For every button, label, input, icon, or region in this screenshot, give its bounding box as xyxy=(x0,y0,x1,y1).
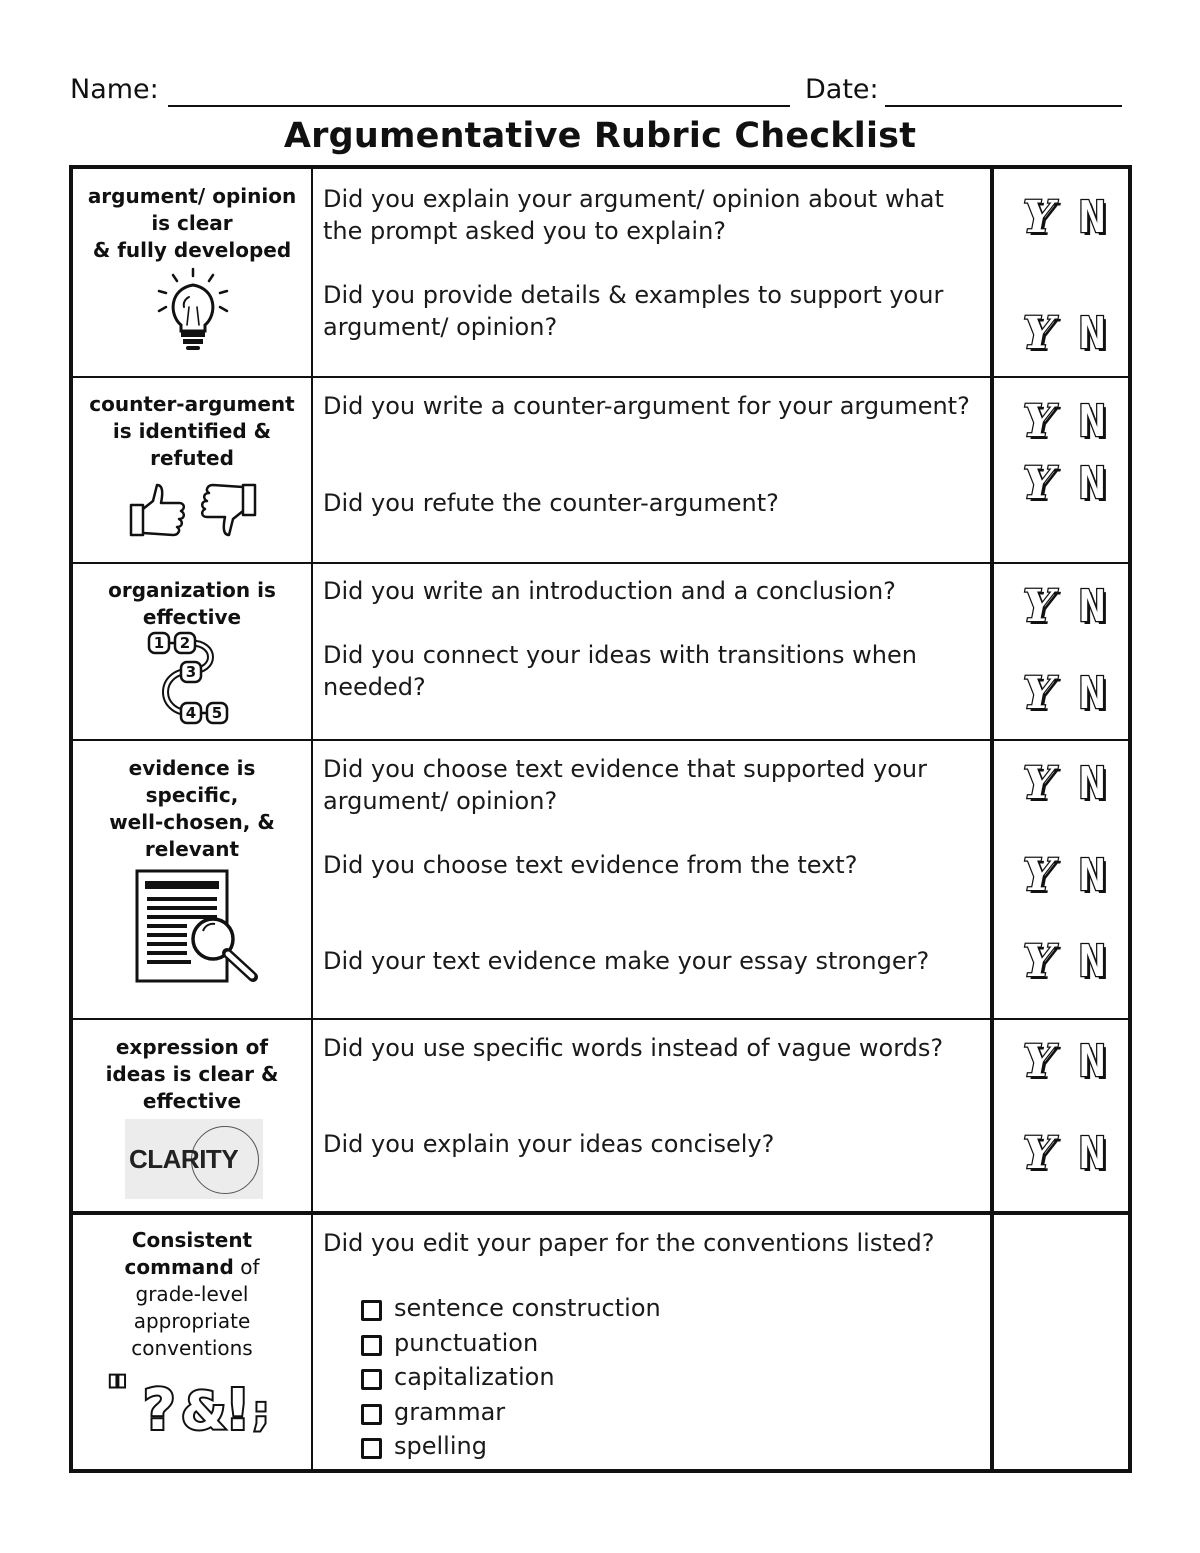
path-number: 2 xyxy=(179,634,191,652)
path-number: 1 xyxy=(153,634,165,652)
question-text: Did you edit your paper for the conventions listed? xyxy=(323,1229,935,1257)
question-text: Did you write a counter-argument for your argument? xyxy=(323,392,970,420)
yes-no-choice xyxy=(1023,582,1133,632)
criterion-line: well-chosen, & xyxy=(109,810,275,834)
rubric-table xyxy=(69,165,1132,1473)
yes-no-choice xyxy=(1023,1037,1133,1087)
no-option[interactable]: N xyxy=(1079,1128,1106,1179)
criterion-conventions xyxy=(73,1215,311,1362)
criterion-line: is identified & xyxy=(112,419,272,443)
criterion-line: Consistent xyxy=(131,1228,253,1252)
punctuation-mark: ? xyxy=(143,1378,176,1439)
checklist-label: capitalization xyxy=(394,1363,555,1391)
yes-option[interactable]: Y xyxy=(1023,668,1055,719)
criterion-expression xyxy=(73,1020,311,1115)
checklist-label: punctuation xyxy=(394,1328,539,1357)
criterion-line: effective xyxy=(142,1089,242,1113)
criterion-counter-argument xyxy=(73,377,311,472)
page-title: Argumentative Rubric Checklist xyxy=(283,116,917,156)
checkbox[interactable] xyxy=(361,1404,382,1425)
criterion-line: relevant xyxy=(144,837,240,861)
document-magnifier-icon xyxy=(135,869,261,985)
criterion-line: specific, xyxy=(145,783,239,807)
punctuation-mark: ! xyxy=(225,1378,251,1439)
no-option[interactable]: N xyxy=(1079,668,1106,719)
yes-no-choice xyxy=(1023,193,1133,243)
checkbox[interactable] xyxy=(361,1438,382,1459)
criterion-line: refuted xyxy=(150,446,234,470)
clarity-logo-text: CLARITY xyxy=(129,1144,239,1174)
criterion-line: appropriate xyxy=(133,1309,251,1333)
date-input-line[interactable] xyxy=(885,105,1122,107)
criterion-line: & fully developed xyxy=(92,238,292,262)
punctuation-mark: & xyxy=(181,1382,227,1439)
no-option[interactable]: N xyxy=(1079,458,1106,509)
checkbox[interactable] xyxy=(361,1335,382,1356)
question-text: Did you refute the counter-argument? xyxy=(323,489,779,517)
criterion-line: is clear xyxy=(151,211,233,235)
checklist-label: spelling xyxy=(394,1432,487,1460)
no-option[interactable]: N xyxy=(1079,758,1106,809)
punctuation-mark: ; xyxy=(253,1389,269,1435)
no-option[interactable]: N xyxy=(1079,1036,1106,1087)
conventions-checklist xyxy=(361,1291,861,1464)
name-input-line[interactable] xyxy=(168,105,790,107)
name-date-line xyxy=(70,72,1122,112)
criterion-line: of xyxy=(233,1255,260,1279)
criterion-line: evidence is xyxy=(128,756,256,780)
punctuation-marks-icon xyxy=(105,1369,285,1439)
yes-option[interactable]: Y xyxy=(1023,936,1055,987)
no-option[interactable]: N xyxy=(1079,192,1106,243)
name-label: Name: xyxy=(70,74,159,105)
criterion-line: ideas is clear & xyxy=(105,1062,279,1086)
column-divider xyxy=(990,169,994,1469)
no-option[interactable]: N xyxy=(1079,581,1106,632)
no-option[interactable]: N xyxy=(1079,850,1106,901)
checklist-label: sentence construction xyxy=(394,1294,661,1322)
yes-no-choice xyxy=(1023,669,1133,719)
yes-option[interactable]: Y xyxy=(1023,192,1055,243)
yes-option[interactable]: Y xyxy=(1023,1036,1055,1087)
yes-option[interactable]: Y xyxy=(1023,396,1055,447)
yes-no-choice xyxy=(1023,397,1133,447)
thumbs-up-down-icon xyxy=(129,481,257,539)
criterion-line: expression of xyxy=(115,1035,269,1059)
yes-option[interactable]: Y xyxy=(1023,1128,1055,1179)
criterion-line: counter-argument xyxy=(89,392,295,416)
question-text: Did your text evidence make your essay stronger? xyxy=(323,947,930,975)
yes-no-choice xyxy=(1023,937,1133,987)
clarity-logo xyxy=(125,1119,263,1199)
question-text: Did you use specific words instead of vague words? xyxy=(323,1034,944,1062)
criterion-argument xyxy=(73,169,311,264)
path-number: 4 xyxy=(185,704,197,722)
checklist-label: grammar xyxy=(394,1397,506,1426)
path-number: 5 xyxy=(211,704,223,722)
yes-no-choice xyxy=(1023,1129,1133,1179)
lightbulb-icon xyxy=(155,267,231,353)
checklist-item[interactable] xyxy=(361,1360,861,1395)
no-option[interactable]: N xyxy=(1079,396,1106,447)
yes-no-choice xyxy=(1023,459,1133,509)
yes-no-choice xyxy=(1023,851,1133,901)
punctuation-mark: " xyxy=(107,1369,128,1415)
criterion-line: organization is xyxy=(108,578,276,602)
question-text: Did you connect your ideas with transitions when needed? xyxy=(323,641,917,701)
date-label: Date: xyxy=(805,74,879,105)
path-number: 3 xyxy=(185,663,197,681)
numbered-path-icon xyxy=(147,631,243,727)
checklist-item[interactable] xyxy=(361,1395,861,1430)
question-text: Did you write an introduction and a conclusion? xyxy=(323,577,896,605)
criterion-line: effective xyxy=(142,605,242,629)
question-text: Did you choose text evidence that supported your argument/ opinion? xyxy=(323,755,927,815)
question-text: Did you provide details & examples to support your argument/ opinion? xyxy=(323,281,944,341)
yes-option[interactable]: Y xyxy=(1023,850,1055,901)
criterion-line: command xyxy=(124,1255,234,1279)
checklist-item[interactable] xyxy=(361,1429,861,1464)
no-option[interactable]: N xyxy=(1079,936,1106,987)
checklist-item[interactable] xyxy=(361,1326,861,1361)
criterion-line: grade-level xyxy=(135,1282,249,1306)
yes-no-choice xyxy=(1023,309,1133,359)
yes-no-choice xyxy=(1023,759,1133,809)
checkbox[interactable] xyxy=(361,1300,382,1321)
question-text: Did you choose text evidence from the text? xyxy=(323,851,858,879)
yes-option[interactable]: Y xyxy=(1023,581,1055,632)
criterion-organization xyxy=(73,563,311,631)
yes-option[interactable]: Y xyxy=(1023,458,1055,509)
question-text: Did you explain your argument/ opinion about what the prompt asked you to explain? xyxy=(323,185,944,245)
checkbox[interactable] xyxy=(361,1369,382,1390)
no-option[interactable]: N xyxy=(1079,308,1106,359)
yes-option[interactable]: Y xyxy=(1023,308,1055,359)
yes-option[interactable]: Y xyxy=(1023,758,1055,809)
question-text: Did you explain your ideas concisely? xyxy=(323,1130,775,1158)
criterion-evidence xyxy=(73,741,311,863)
criterion-line: argument/ opinion xyxy=(87,184,297,208)
criterion-line: conventions xyxy=(131,1336,253,1360)
column-divider xyxy=(311,169,313,1469)
checklist-item[interactable] xyxy=(361,1291,861,1326)
